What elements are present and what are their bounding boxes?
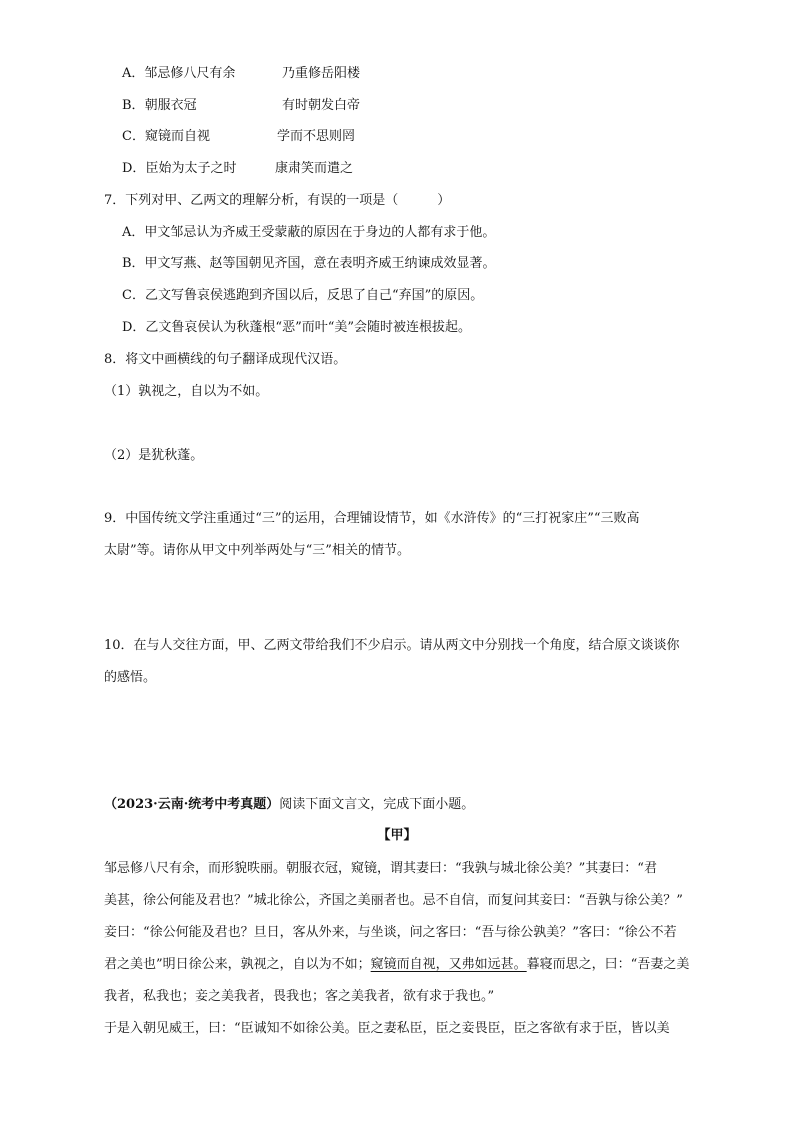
q10-line-2: 的感悟。 <box>104 670 157 685</box>
passage-line-5: 我者，私我也；妾之美我者，畏我也；客之美我者，欲有求于我也。” <box>104 989 495 1004</box>
option-text-left: 朝服衣冠 <box>144 98 197 113</box>
option-text-left: 邹忌修八尺有余 <box>144 66 236 81</box>
source-tag: （2023·云南·统考中考真题） <box>104 797 280 812</box>
passage-line-6: 于是入朝见威王，曰：“臣诚知不如徐公美。臣之妻私臣，臣之妾畏臣，臣之客欲有求于臣，皆以美 <box>104 1021 670 1036</box>
option-letter: B． <box>122 98 145 113</box>
q7-option-d: D．乙文鲁哀侯认为秋蓬根“恶”而叶“美”会随时被连根拔起。 <box>122 320 472 335</box>
q7-option-c: C．乙文写鲁哀侯逃跑到齐国以后，反思了自己“弃国”的原因。 <box>122 288 484 303</box>
option-letter: C． <box>122 129 145 144</box>
q6-option-d <box>122 159 354 179</box>
option-text-right: 学而不思则罔 <box>277 129 356 144</box>
option-text-left: 臣始为太子之时 <box>145 161 237 176</box>
passage-line-4 <box>104 955 689 975</box>
underlined-sentence: 窥镜而自视，又弗如远甚。 <box>370 957 527 972</box>
option-text-left: 窥镜而自视 <box>144 129 210 144</box>
source-line <box>104 795 474 815</box>
option-text-right: 有时朝发白帝 <box>282 98 361 113</box>
q6-option-c <box>122 127 356 147</box>
source-instruction: 阅读下面文言文，完成下面小题。 <box>279 797 475 812</box>
q8-sentence-1: （1）孰视之，自以为不如。 <box>104 384 269 399</box>
q8-stem: 8．将文中画横线的句子翻译成现代汉语。 <box>104 352 347 367</box>
q10-line-1: 10．在与人交往方面，甲、乙两文带给我们不少启示。请从两文中分别找一个角度，结合原文谈谈你 <box>104 638 680 653</box>
option-letter: D． <box>122 161 146 176</box>
q9-line-1: 9．中国传统文学注重通过“三”的运用，合理铺设情节，如《水浒传》的“三打祝家庄”“三败高 <box>104 511 640 526</box>
q7-stem: 7．下列对甲、乙两文的理解分析，有误的一项是（ ） <box>104 193 451 208</box>
option-letter: A． <box>122 66 145 81</box>
q6-option-a <box>122 64 361 84</box>
passage-text: 暮寝而思之，曰：“吾妻之美 <box>526 957 690 972</box>
q6-option-b <box>122 96 361 116</box>
q8-sentence-2: （2）是犹秋蓬。 <box>104 448 204 463</box>
q7-option-b: B．甲文写燕、赵等国朝见齐国，意在表明齐威王纳谏成效显著。 <box>122 256 496 271</box>
q7-option-a: A．甲文邹忌认为齐威王受蒙蔽的原因在于身边的人都有求于他。 <box>122 225 496 240</box>
q9-line-2: 太尉”等。请你从甲文中列举两处与“三”相关的情节。 <box>104 543 410 558</box>
passage-line-3: 妾曰：“徐公何能及君也？旦日，客从外来，与坐谈，问之客曰：“吾与徐公孰美？”客曰：“徐公不若 <box>104 925 677 940</box>
option-text-right: 康肃笑而遣之 <box>275 161 354 176</box>
option-text-right: 乃重修岳阳楼 <box>282 66 361 81</box>
section-title-jia: 【甲】 <box>377 828 417 843</box>
passage-line-2: 美甚，徐公何能及君也？”城北徐公，齐国之美丽者也。忌不自信，而复问其妾曰：“吾孰与徐公美？” <box>104 893 683 908</box>
passage-text: 君之美也”明日徐公来，孰视之，自以为不如； <box>104 957 371 972</box>
passage-line-1: 邹忌修八尺有余，而形貌昳丽。朝服衣冠，窥镜，谓其妻曰：“我孰与城北徐公美？”其妻曰：“君 <box>104 861 657 876</box>
